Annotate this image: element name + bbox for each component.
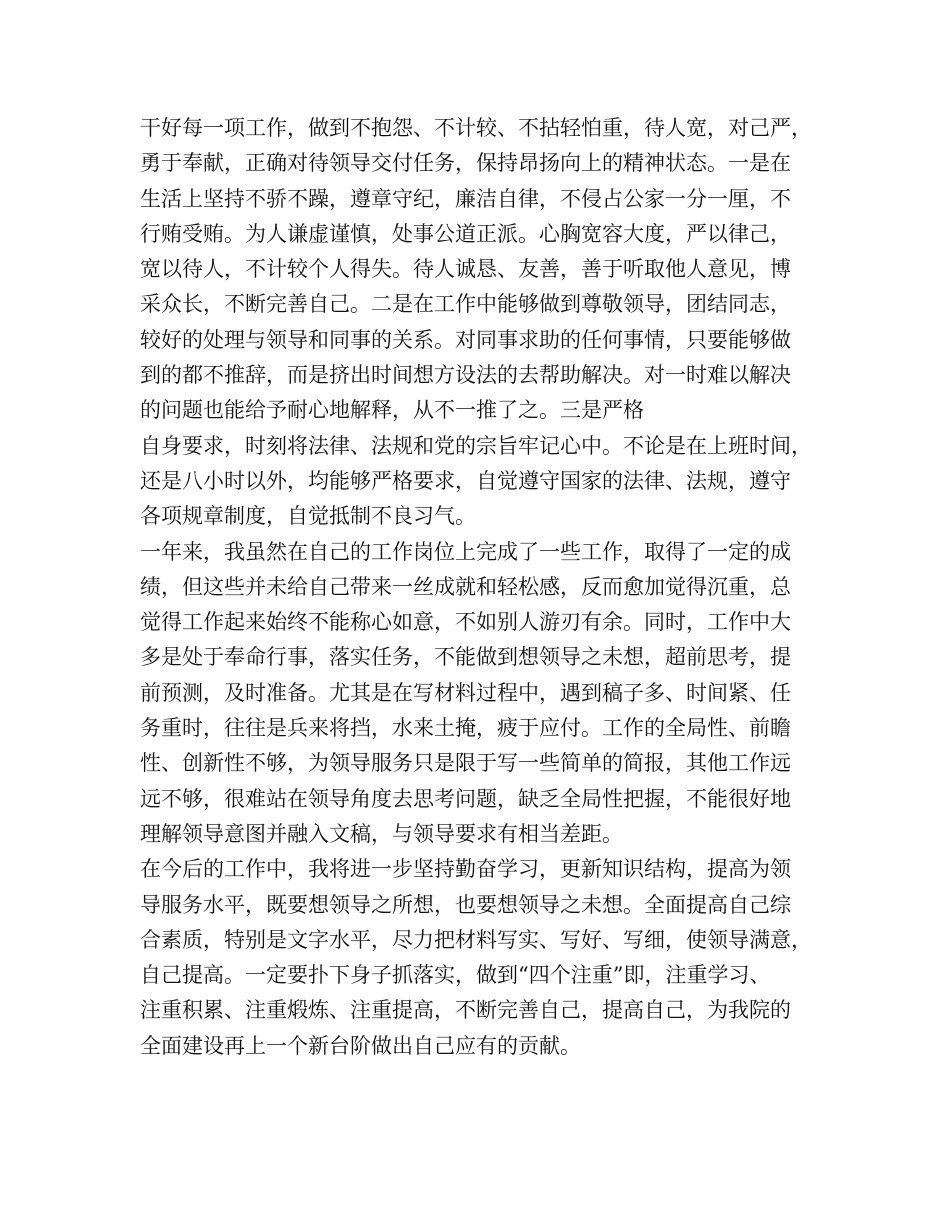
text-line: 注重积累、注重煅炼、注重提高，不断完善自己，提高自己，为我院的 (140, 998, 791, 1023)
text-line: 干好每一项工作，做到不抱怨、不计较、不拈轻怕重，待人宽，对己严， (140, 116, 812, 140)
text-line: 远不够，很难站在领导角度去思考问题，缺乏全局性把握，不能很好地 (140, 786, 791, 811)
text-line: 勇于奉献，正确对待领导交付任务，保持昂扬向上的精神状态。一是在 (140, 151, 791, 176)
text-line: 前预测，及时准备。尤其是在写材料过程中，遇到稿子多、时间紧、任 (140, 680, 791, 705)
text-line: 觉得工作起来始终不能称心如意，不如别人游刃有余。同时，工作中大 (140, 610, 791, 635)
text-line: 的问题也能给予耐心地解释，从不一推了之。三是严格 (140, 398, 644, 423)
text-line: 自己提高。一定要扑下身子抓落实，做到“四个注重”即，注重学习、 (140, 963, 771, 988)
text-line: 理解领导意图并融入文稿，与领导要求有相当差距。 (140, 821, 623, 846)
text-line: 宽以待人，不计较个人得失。待人诚恳、友善，善于听取他人意见，博 (140, 257, 791, 282)
text-line: 生活上坚持不骄不躁，遵章守纪，廉洁自律，不侵占公家一分一厘，不 (140, 186, 791, 211)
text-line: 多是处于奉命行事，落实任务，不能做到想领导之未想，超前思考，提 (140, 645, 791, 670)
document-body (140, 111, 830, 1064)
text-line: 导服务水平，既要想领导之所想，也要想领导之未想。全面提高自己综 (140, 892, 791, 917)
text-line: 自身要求，时刻将法律、法规和党的宗旨牢记心中。不论是在上班时间， (140, 433, 812, 458)
text-line: 性、创新性不够，为领导服务只是限于写一些简单的简报，其他工作远 (140, 751, 791, 776)
text-line: 一年来，我虽然在自己的工作岗位上完成了一些工作，取得了一定的成 (140, 539, 791, 564)
text-line: 采众长，不断完善自己。二是在工作中能够做到尊敬领导，团结同志， (140, 292, 791, 317)
text-line: 各项规章制度，自觉抵制不良习气。 (140, 504, 476, 529)
text-line: 在今后的工作中，我将进一步坚持勤奋学习，更新知识结构，提高为领 (140, 857, 791, 882)
text-line: 合素质，特别是文字水平，尽力把材料写实、写好、写细，使领导满意， (140, 927, 812, 952)
text-line: 较好的处理与领导和同事的关系。对同事求助的任何事情，只要能够做 (140, 327, 791, 352)
text-line: 还是八小时以外，均能够严格要求，自觉遵守国家的法律、法规，遵守 (140, 468, 791, 493)
text-line: 绩，但这些并未给自己带来一丝成就和轻松感，反而愈加觉得沉重，总 (140, 574, 791, 599)
text-line: 务重时，往往是兵来将挡，水来土掩，疲于应付。工作的全局性、前瞻 (140, 716, 791, 741)
text-line: 到的都不推辞，而是挤出时间想方设法的去帮助解决。对一时难以解决 (140, 363, 791, 388)
text-line: 全面建设再上一个新台阶做出自己应有的贡献。 (140, 1033, 581, 1058)
text-line: 行贿受贿。为人谦虚谨慎，处事公道正派。心胸宽容大度，严以律己， (140, 221, 791, 246)
